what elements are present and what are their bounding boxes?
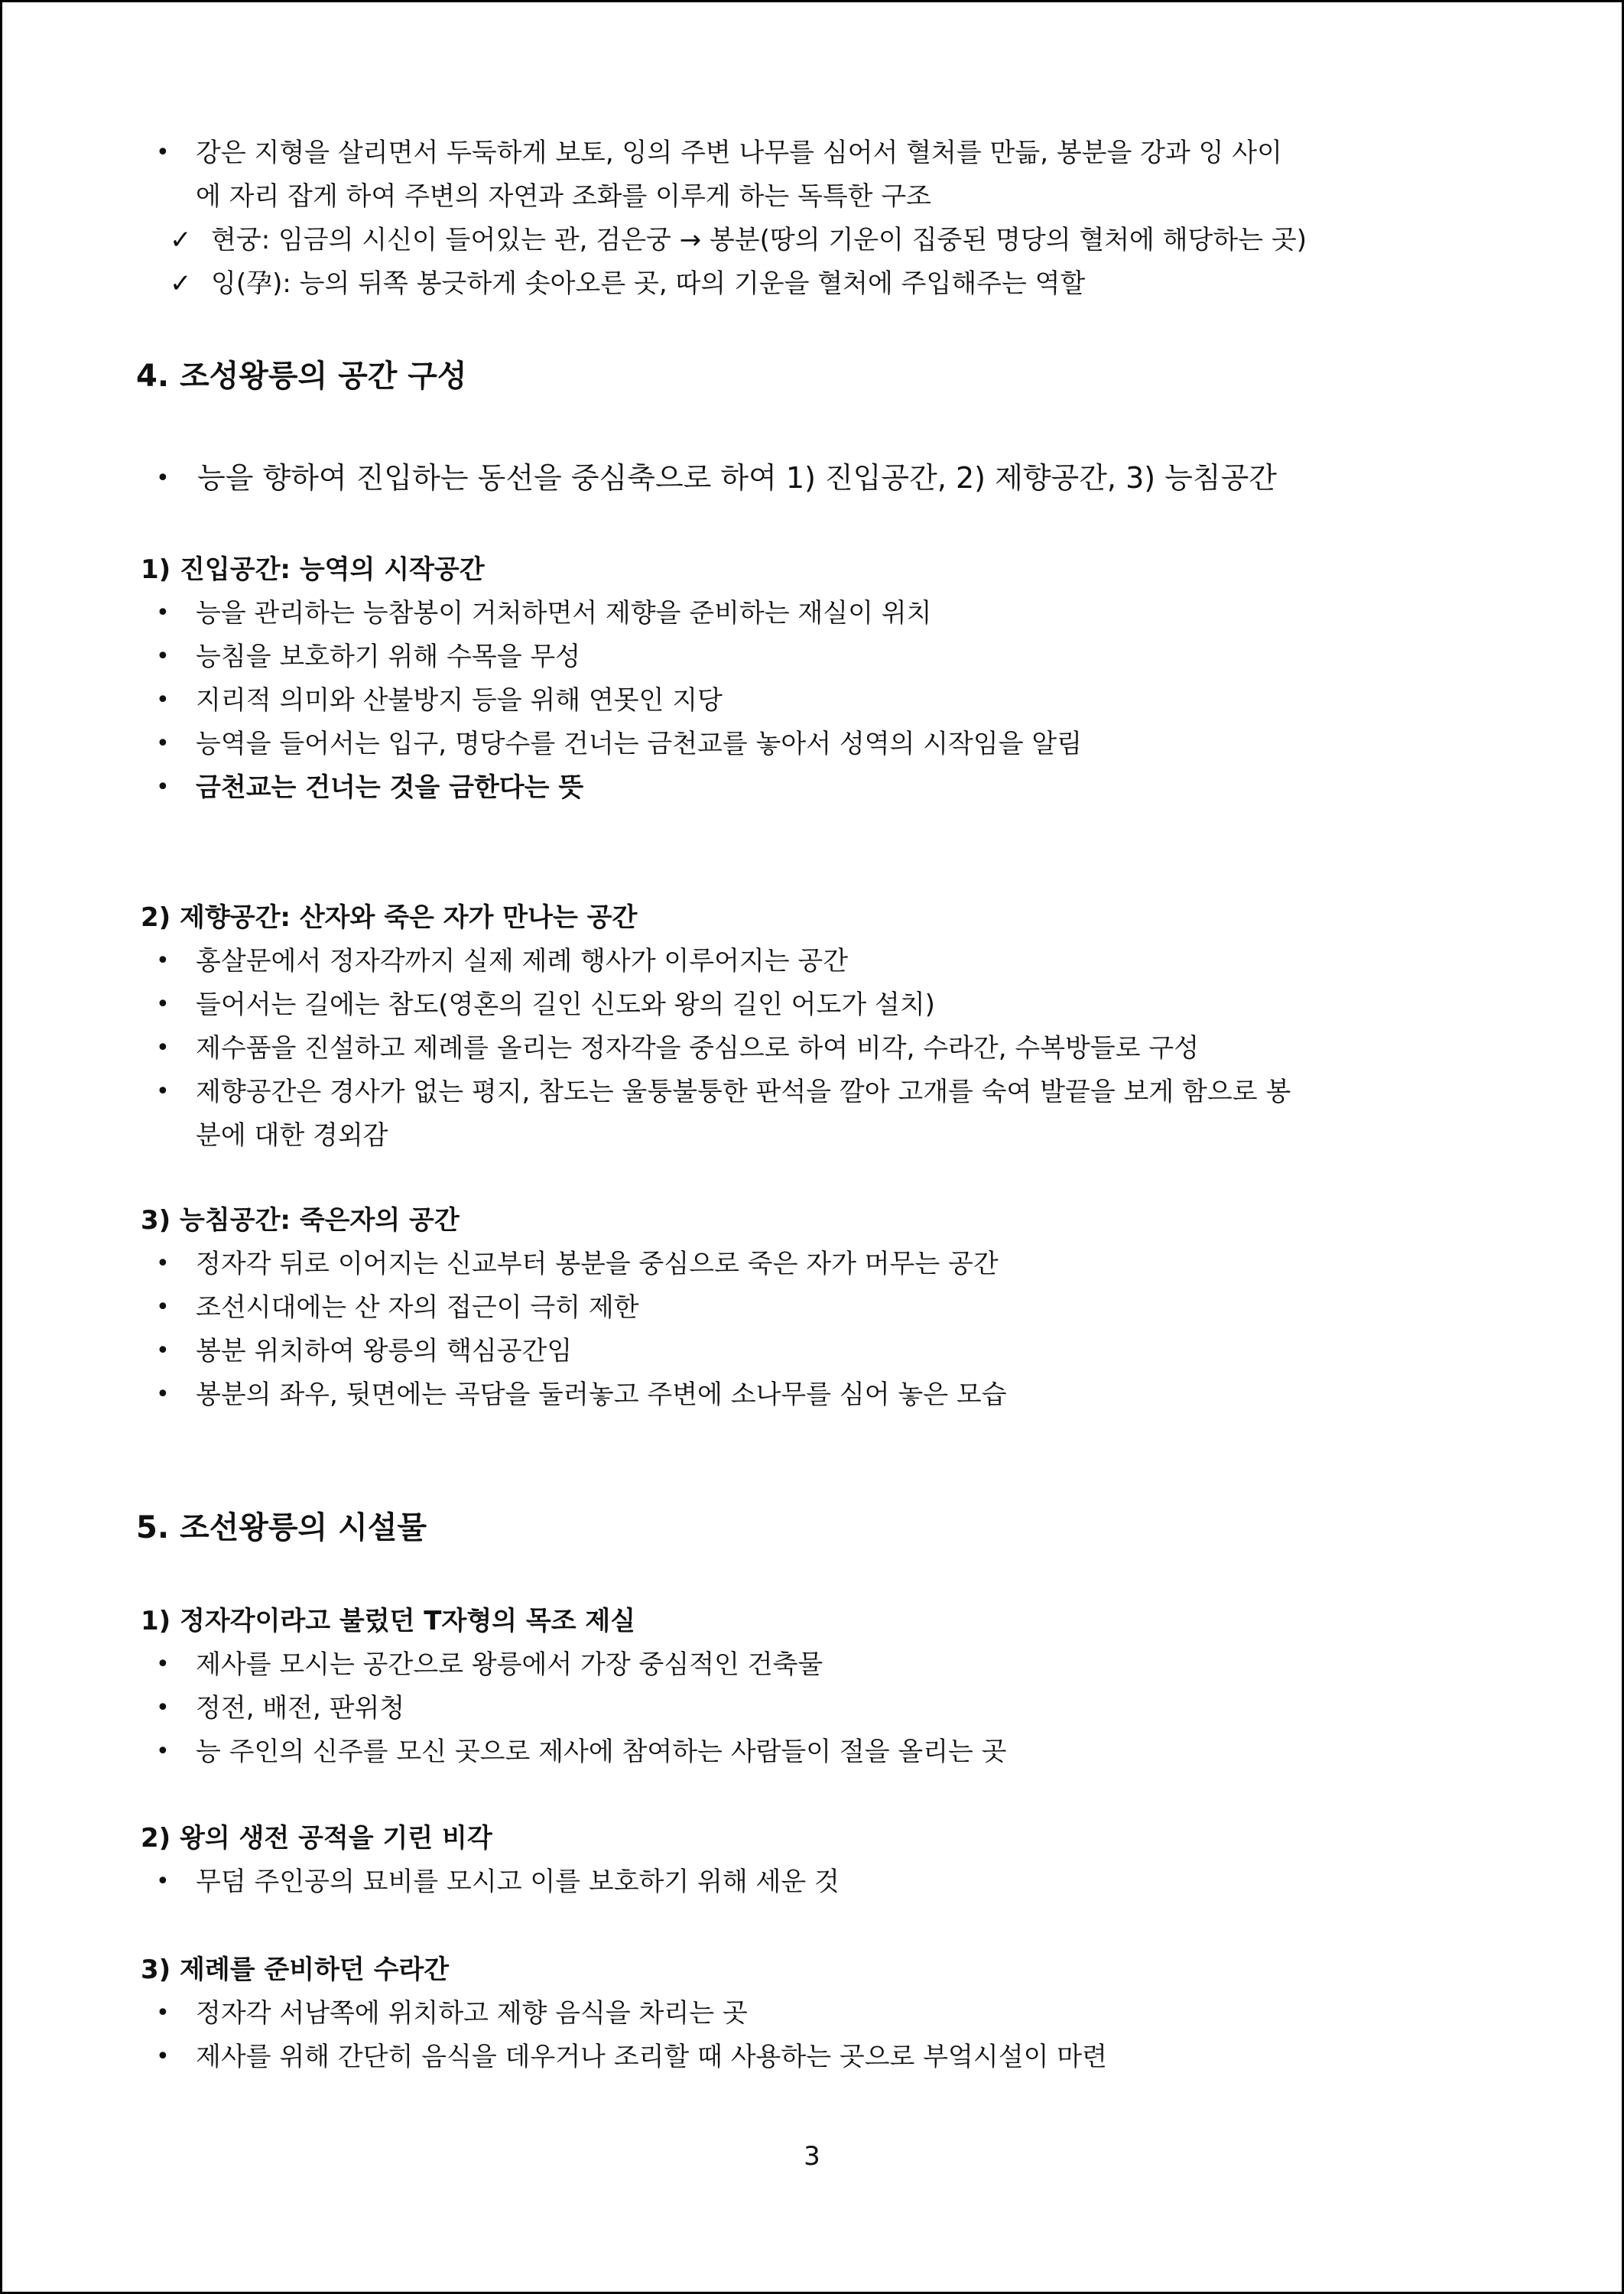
list-item: 정자각 서남쪽에 위치하고 제향 음식을 차리는 곳 [196, 1998, 748, 2029]
bullet-icon: • [156, 730, 170, 757]
bullet-icon: • [156, 1337, 170, 1364]
bullet-icon: • [156, 687, 170, 713]
list-item: 정전, 배전, 판위청 [196, 1693, 405, 1724]
list-item: 능역을 들어서는 입구, 명당수를 건너는 금천교를 놓아서 성역의 시작임을 알림 [196, 729, 1083, 759]
list-item-continuation: 분에 대한 경외감 [196, 1120, 388, 1151]
list-item: 제향공간은 경사가 없는 평지, 참도는 울퉁불퉁한 판석을 깔아 고개를 숙여 발끝을 보게 함으로 봉 [196, 1077, 1291, 1107]
page-number: 3 [804, 2141, 820, 2172]
list-item: 들어서는 길에는 참도(영혼의 길인 신도와 왕의 길인 어도가 설치) [196, 989, 935, 1020]
list-item: 금천교는 건너는 것을 금한다는 뜻 [196, 772, 584, 803]
list-item: 지리적 의미와 산불방지 등을 위해 연못인 지당 [196, 685, 723, 716]
check-icon: ✓ [170, 225, 192, 255]
bullet-icon: • [156, 1078, 170, 1105]
list-item: 제수품을 진설하고 제례를 올리는 정자각을 중심으로 하여 비각, 수라간, 수복방들로 구성 [196, 1033, 1200, 1064]
list-item: 제사를 위해 간단히 음식을 데우거나 조리할 때 사용하는 곳으로 부엌시설이 마련 [196, 2042, 1107, 2072]
list-item: 능 주인의 신주를 모신 곳으로 제사에 참여하는 사람들이 절을 올리는 곳 [196, 1737, 1007, 1767]
list-item: 봉분의 좌우, 뒷면에는 곡담을 둘러놓고 주변에 소나무를 심어 놓은 모습 [196, 1379, 1007, 1410]
intro-check2: 잉(孕): 능의 뒤쪽 봉긋하게 솟아오른 곳, 따의 기운을 혈처에 주입해주는 역할 [211, 268, 1086, 299]
list-item: 홍살문에서 정자각까지 실제 제례 행사가 이루어지는 공간 [196, 946, 849, 976]
list-item: 제사를 모시는 공간으로 왕릉에서 가장 중심적인 건축물 [196, 1649, 823, 1680]
section5-sub1-title: 1) 정자각이라고 불렀던 T자형의 목조 제실 [141, 1606, 636, 1636]
bullet-icon: • [156, 774, 170, 801]
bullet-icon: • [156, 991, 170, 1018]
bullet-icon: • [156, 599, 170, 626]
section4-lead: 능을 향하여 진입하는 동선을 중심축으로 하여 1) 진입공간, 2) 제향공간, 3) 능침공간 [197, 461, 1277, 495]
bullet-icon: • [156, 643, 170, 670]
section5-sub2-title: 2) 왕의 생전 공적을 기린 비각 [141, 1823, 492, 1854]
list-item: 조선시대에는 산 자의 접근이 극히 제한 [196, 1292, 639, 1323]
list-item: 정자각 뒤로 이어지는 신교부터 봉분을 중심으로 죽은 자가 머무는 공간 [196, 1249, 999, 1279]
section5-sub3-title: 3) 제례를 준비하던 수라간 [141, 1954, 450, 1985]
section4-sub1-title: 1) 진입공간: 능역의 시작공간 [141, 554, 485, 585]
section4-sub3-title: 3) 능침공간: 죽은자의 공간 [141, 1205, 460, 1236]
bullet-icon: • [156, 1250, 170, 1277]
bullet-icon: • [156, 1695, 170, 1721]
bullet-icon: • [156, 1294, 170, 1321]
bullet-icon: • [156, 1035, 170, 1061]
bullet-icon: • [156, 2043, 170, 2070]
bullet-icon: • [156, 1738, 170, 1765]
section4-sub2-title: 2) 제향공간: 산자와 죽은 자가 만나는 공간 [141, 902, 638, 933]
section5-heading: 5. 조선왕릉의 시설물 [136, 1510, 427, 1545]
bullet-icon: • [156, 1651, 170, 1678]
intro-check1: 현궁: 임금의 시신이 들어있는 관, 검은궁 → 봉분(땅의 기운이 집중된 명당의 혈처에 해당하는 곳) [211, 225, 1307, 255]
bullet-icon: • [156, 1381, 170, 1408]
bullet-icon: • [156, 2000, 170, 2026]
intro-bullet-line2: 에 자리 잡게 하여 주변의 자연과 조화를 이루게 하는 독특한 구조 [196, 181, 932, 212]
bullet-icon: • [156, 947, 170, 974]
list-item: 무덤 주인공의 묘비를 모시고 이를 보호하기 위해 세운 것 [196, 1867, 840, 1897]
list-item: 능침을 보호하기 위해 수목을 무성 [196, 642, 581, 672]
list-item: 능을 관리하는 능참봉이 거처하면서 제향을 준비하는 재실이 위치 [196, 598, 932, 629]
section4-heading: 4. 조성왕릉의 공간 구성 [136, 359, 467, 394]
list-item: 봉분 위치하여 왕릉의 핵심공간임 [196, 1336, 573, 1366]
bullet-icon: • [156, 139, 170, 166]
bullet-icon: • [156, 465, 170, 492]
bullet-icon: • [156, 1868, 170, 1895]
check-icon: ✓ [170, 268, 192, 299]
intro-bullet-line1: 강은 지형을 살리면서 두둑하게 보토, 잉의 주변 나무를 심어서 혈처를 만듦, 봉분을 강과 잉 사이 [196, 138, 1282, 168]
